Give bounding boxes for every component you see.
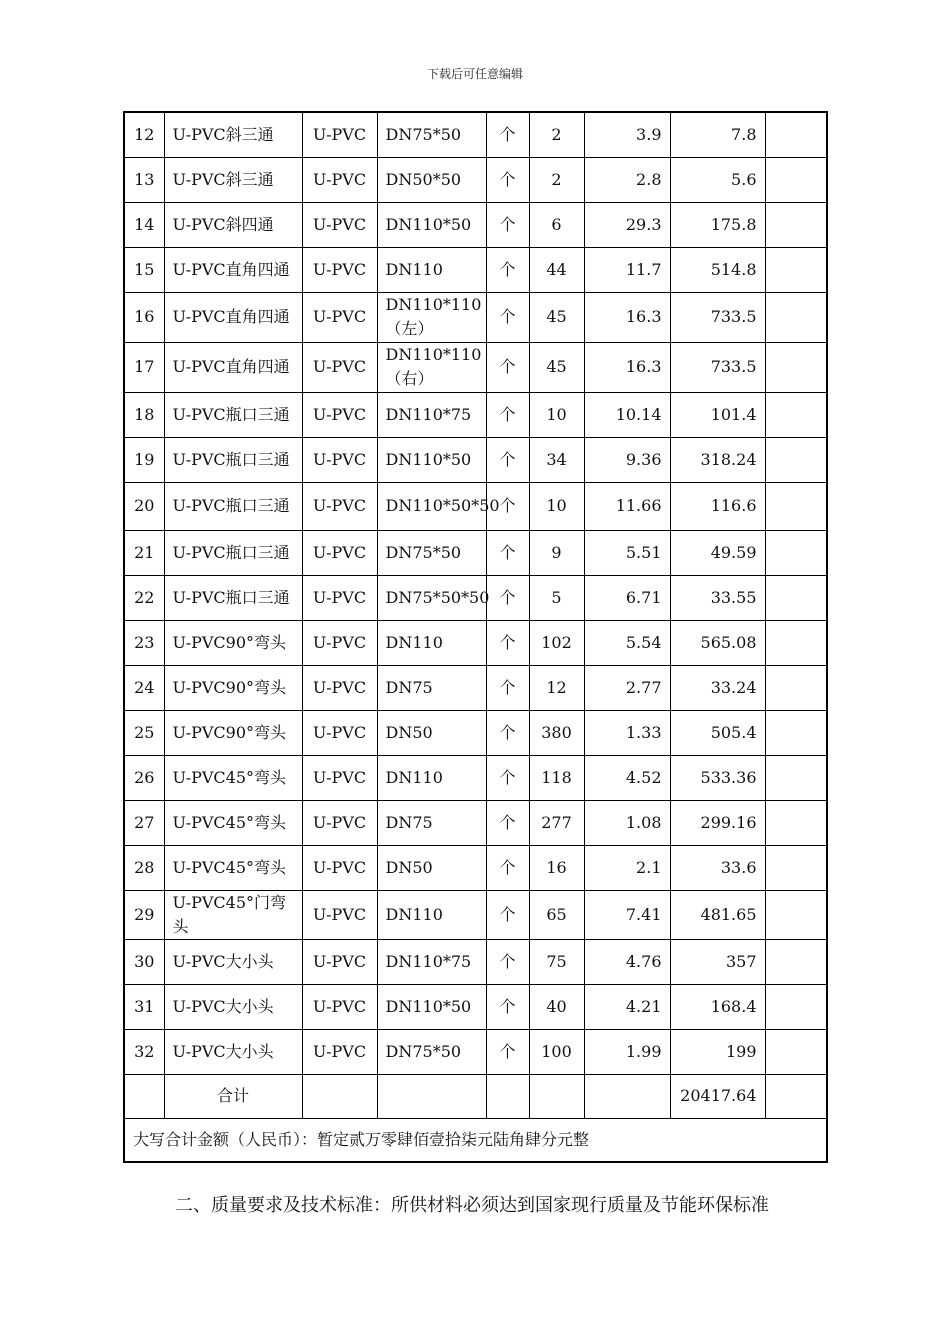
material-cell: U-PVC [302, 890, 377, 939]
remark-cell [765, 620, 827, 665]
amount-cell: 533.36 [670, 755, 765, 800]
spec-cell: DN110*50 [377, 984, 486, 1029]
item-name-cell: U-PVC直角四通 [164, 342, 302, 392]
amount-cell: 299.16 [670, 800, 765, 845]
table-row [124, 939, 827, 984]
unit-price-cell: 4.76 [584, 939, 670, 984]
quantity-cell: 45 [529, 342, 584, 392]
quantity-cell: 102 [529, 620, 584, 665]
table-row [124, 202, 827, 247]
total-amount: 20417.64 [670, 1074, 765, 1118]
item-name-cell: U-PVC大小头 [164, 984, 302, 1029]
quantity-cell: 45 [529, 292, 584, 342]
total-row [124, 1074, 827, 1118]
unit-price-cell: 2.8 [584, 157, 670, 202]
remark-cell [765, 939, 827, 984]
item-number-cell: 14 [124, 202, 164, 247]
unit-cell: 个 [486, 1029, 529, 1074]
quantity-cell: 44 [529, 247, 584, 292]
unit-price-cell: 3.9 [584, 112, 670, 157]
unit-price-cell: 1.08 [584, 800, 670, 845]
item-number-cell: 31 [124, 984, 164, 1029]
amount-cell: 175.8 [670, 202, 765, 247]
quantity-cell: 10 [529, 392, 584, 437]
unit-cell: 个 [486, 800, 529, 845]
unit-cell: 个 [486, 202, 529, 247]
unit-cell: 个 [486, 575, 529, 620]
remark-cell [765, 984, 827, 1029]
quantity-cell: 380 [529, 710, 584, 755]
item-name-cell: U-PVC斜四通 [164, 202, 302, 247]
quantity-cell: 5 [529, 575, 584, 620]
material-cell: U-PVC [302, 157, 377, 202]
item-name-cell: U-PVC直角四通 [164, 247, 302, 292]
item-number-cell: 24 [124, 665, 164, 710]
spec-cell: DN50*50 [377, 157, 486, 202]
unit-cell: 个 [486, 292, 529, 342]
table-row [124, 392, 827, 437]
quantity-cell: 75 [529, 939, 584, 984]
material-cell: U-PVC [302, 845, 377, 890]
remark-cell [765, 292, 827, 342]
item-number-cell: 15 [124, 247, 164, 292]
item-number-cell: 23 [124, 620, 164, 665]
spec-cell: DN75 [377, 665, 486, 710]
unit-price-cell: 4.52 [584, 755, 670, 800]
total-empty-cell [765, 1074, 827, 1118]
table-row [124, 890, 827, 939]
unit-price-cell: 7.41 [584, 890, 670, 939]
header-note: 下载后可任意编辑 [426, 67, 523, 81]
unit-price-cell: 6.71 [584, 575, 670, 620]
item-number-cell: 29 [124, 890, 164, 939]
spec-cell: DN110 [377, 247, 486, 292]
unit-price-cell: 29.3 [584, 202, 670, 247]
table-row [124, 437, 827, 482]
table-row [124, 800, 827, 845]
remark-cell [765, 392, 827, 437]
material-cell: U-PVC [302, 755, 377, 800]
item-number-cell: 28 [124, 845, 164, 890]
amount-cell: 33.55 [670, 575, 765, 620]
quantity-cell: 2 [529, 112, 584, 157]
table-row [124, 845, 827, 890]
amount-cell: 357 [670, 939, 765, 984]
spec-cell: DN110*50 [377, 202, 486, 247]
item-number-cell: 26 [124, 755, 164, 800]
amount-cell: 733.5 [670, 342, 765, 392]
remark-cell [765, 755, 827, 800]
remark-cell [765, 482, 827, 530]
unit-price-cell: 11.7 [584, 247, 670, 292]
unit-cell: 个 [486, 342, 529, 392]
table-row [124, 247, 827, 292]
table-row [124, 342, 827, 392]
item-name-cell: U-PVC斜三通 [164, 112, 302, 157]
total-label: 合计 [164, 1074, 302, 1118]
amount-cell: 565.08 [670, 620, 765, 665]
remark-cell [765, 575, 827, 620]
spec-cell: DN110*110（左） [377, 292, 486, 342]
material-cell: U-PVC [302, 1029, 377, 1074]
quantity-cell: 16 [529, 845, 584, 890]
item-number-cell: 22 [124, 575, 164, 620]
item-name-cell: U-PVC直角四通 [164, 292, 302, 342]
table-row [124, 482, 827, 530]
unit-cell: 个 [486, 482, 529, 530]
amount-cell: 199 [670, 1029, 765, 1074]
table-row [124, 620, 827, 665]
item-name-cell: U-PVC90°弯头 [164, 710, 302, 755]
amount-cell: 505.4 [670, 710, 765, 755]
amount-cell: 33.24 [670, 665, 765, 710]
quantity-cell: 65 [529, 890, 584, 939]
item-name-cell: U-PVC90°弯头 [164, 665, 302, 710]
amount-cell: 514.8 [670, 247, 765, 292]
unit-price-cell: 10.14 [584, 392, 670, 437]
quantity-cell: 9 [529, 530, 584, 575]
remark-cell [765, 437, 827, 482]
amount-cell: 7.8 [670, 112, 765, 157]
unit-price-cell: 2.1 [584, 845, 670, 890]
item-number-cell: 21 [124, 530, 164, 575]
unit-price-cell: 16.3 [584, 342, 670, 392]
quantity-cell: 12 [529, 665, 584, 710]
item-name-cell: U-PVC45°弯头 [164, 755, 302, 800]
unit-cell: 个 [486, 710, 529, 755]
unit-cell: 个 [486, 845, 529, 890]
remark-cell [765, 112, 827, 157]
unit-cell: 个 [486, 112, 529, 157]
amount-cell: 168.4 [670, 984, 765, 1029]
material-cell: U-PVC [302, 437, 377, 482]
table-row [124, 984, 827, 1029]
spec-cell: DN110*50 [377, 437, 486, 482]
item-name-cell: U-PVC瓶口三通 [164, 575, 302, 620]
remark-cell [765, 1029, 827, 1074]
table-row [124, 530, 827, 575]
item-number-cell: 30 [124, 939, 164, 984]
item-name-cell: U-PVC斜三通 [164, 157, 302, 202]
unit-cell: 个 [486, 755, 529, 800]
unit-price-cell: 11.66 [584, 482, 670, 530]
unit-cell: 个 [486, 437, 529, 482]
spec-cell: DN75*50 [377, 1029, 486, 1074]
item-number-cell: 17 [124, 342, 164, 392]
unit-cell: 个 [486, 939, 529, 984]
amount-cell: 101.4 [670, 392, 765, 437]
unit-cell: 个 [486, 247, 529, 292]
item-number-cell: 32 [124, 1029, 164, 1074]
spec-cell: DN75*50 [377, 112, 486, 157]
material-cell: U-PVC [302, 247, 377, 292]
table-row [124, 1029, 827, 1074]
material-cell: U-PVC [302, 984, 377, 1029]
remark-cell [765, 710, 827, 755]
table-row [124, 112, 827, 157]
amount-cell: 5.6 [670, 157, 765, 202]
quantity-cell: 10 [529, 482, 584, 530]
spec-cell: DN110 [377, 620, 486, 665]
material-cell: U-PVC [302, 482, 377, 530]
spec-cell: DN75 [377, 800, 486, 845]
unit-cell: 个 [486, 890, 529, 939]
quantity-cell: 6 [529, 202, 584, 247]
table-row [124, 157, 827, 202]
item-number-cell: 12 [124, 112, 164, 157]
remark-cell [765, 665, 827, 710]
quantity-cell: 277 [529, 800, 584, 845]
table-row [124, 755, 827, 800]
table-body [124, 112, 827, 1162]
unit-cell: 个 [486, 665, 529, 710]
spec-cell: DN110 [377, 755, 486, 800]
unit-price-cell: 4.21 [584, 984, 670, 1029]
total-empty-cell [124, 1074, 164, 1118]
remark-cell [765, 530, 827, 575]
unit-cell: 个 [486, 530, 529, 575]
material-cell: U-PVC [302, 710, 377, 755]
table-row [124, 665, 827, 710]
unit-cell: 个 [486, 392, 529, 437]
table-row [124, 575, 827, 620]
spec-cell: DN75*50 [377, 530, 486, 575]
material-cell: U-PVC [302, 202, 377, 247]
unit-price-cell: 16.3 [584, 292, 670, 342]
item-number-cell: 16 [124, 292, 164, 342]
item-name-cell: U-PVC45°门弯头 [164, 890, 302, 939]
remark-cell [765, 202, 827, 247]
material-cell: U-PVC [302, 800, 377, 845]
quantity-cell: 34 [529, 437, 584, 482]
amount-in-words: 大写合计金额（人民币）：暂定贰万零肆佰壹拾柒元陆角肆分元整 [124, 1118, 827, 1162]
total-empty-cell [486, 1074, 529, 1118]
spec-cell: DN110*75 [377, 392, 486, 437]
amount-cell: 33.6 [670, 845, 765, 890]
item-name-cell: U-PVC大小头 [164, 1029, 302, 1074]
quantity-cell: 118 [529, 755, 584, 800]
item-name-cell: U-PVC90°弯头 [164, 620, 302, 665]
unit-cell: 个 [486, 620, 529, 665]
amount-cell: 481.65 [670, 890, 765, 939]
remark-cell [765, 890, 827, 939]
total-empty-cell [377, 1074, 486, 1118]
quantity-cell: 2 [529, 157, 584, 202]
material-cell: U-PVC [302, 292, 377, 342]
amount-in-words-row [124, 1118, 827, 1162]
spec-cell: DN50 [377, 710, 486, 755]
item-name-cell: U-PVC瓶口三通 [164, 530, 302, 575]
unit-price-cell: 9.36 [584, 437, 670, 482]
amount-cell: 49.59 [670, 530, 765, 575]
table-row [124, 292, 827, 342]
material-cell: U-PVC [302, 620, 377, 665]
amount-cell: 318.24 [670, 437, 765, 482]
total-empty-cell [529, 1074, 584, 1118]
item-name-cell: U-PVC瓶口三通 [164, 437, 302, 482]
spec-cell: DN110*110（右） [377, 342, 486, 392]
quality-requirements-text: 二、质量要求及技术标准：所供材料必须达到国家现行质量及节能环保标准 [175, 1195, 769, 1216]
item-number-cell: 20 [124, 482, 164, 530]
item-number-cell: 18 [124, 392, 164, 437]
remark-cell [765, 157, 827, 202]
spec-cell: DN110 [377, 890, 486, 939]
unit-price-cell: 1.99 [584, 1029, 670, 1074]
item-number-cell: 25 [124, 710, 164, 755]
spec-cell: DN50 [377, 845, 486, 890]
item-name-cell: U-PVC45°弯头 [164, 800, 302, 845]
unit-cell: 个 [486, 157, 529, 202]
item-name-cell: U-PVC瓶口三通 [164, 482, 302, 530]
item-name-cell: U-PVC45°弯头 [164, 845, 302, 890]
item-name-cell: U-PVC瓶口三通 [164, 392, 302, 437]
unit-price-cell: 5.51 [584, 530, 670, 575]
unit-price-cell: 5.54 [584, 620, 670, 665]
item-number-cell: 19 [124, 437, 164, 482]
material-cell: U-PVC [302, 342, 377, 392]
material-cell: U-PVC [302, 530, 377, 575]
item-number-cell: 27 [124, 800, 164, 845]
item-name-cell: U-PVC大小头 [164, 939, 302, 984]
unit-price-cell: 1.33 [584, 710, 670, 755]
table-row [124, 710, 827, 755]
spec-cell: DN110*50*50 [377, 482, 486, 530]
spec-cell: DN110*75 [377, 939, 486, 984]
unit-price-cell: 2.77 [584, 665, 670, 710]
material-cell: U-PVC [302, 575, 377, 620]
material-cell: U-PVC [302, 392, 377, 437]
amount-cell: 116.6 [670, 482, 765, 530]
spec-cell: DN75*50*50 [377, 575, 486, 620]
unit-cell: 个 [486, 984, 529, 1029]
item-number-cell: 13 [124, 157, 164, 202]
material-cell: U-PVC [302, 939, 377, 984]
material-cell: U-PVC [302, 665, 377, 710]
quantity-cell: 100 [529, 1029, 584, 1074]
quantity-cell: 40 [529, 984, 584, 1029]
amount-cell: 733.5 [670, 292, 765, 342]
total-empty-cell [302, 1074, 377, 1118]
remark-cell [765, 800, 827, 845]
remark-cell [765, 845, 827, 890]
remark-cell [765, 342, 827, 392]
material-cell: U-PVC [302, 112, 377, 157]
remark-cell [765, 247, 827, 292]
total-empty-cell [584, 1074, 670, 1118]
materials-table [123, 111, 828, 1163]
